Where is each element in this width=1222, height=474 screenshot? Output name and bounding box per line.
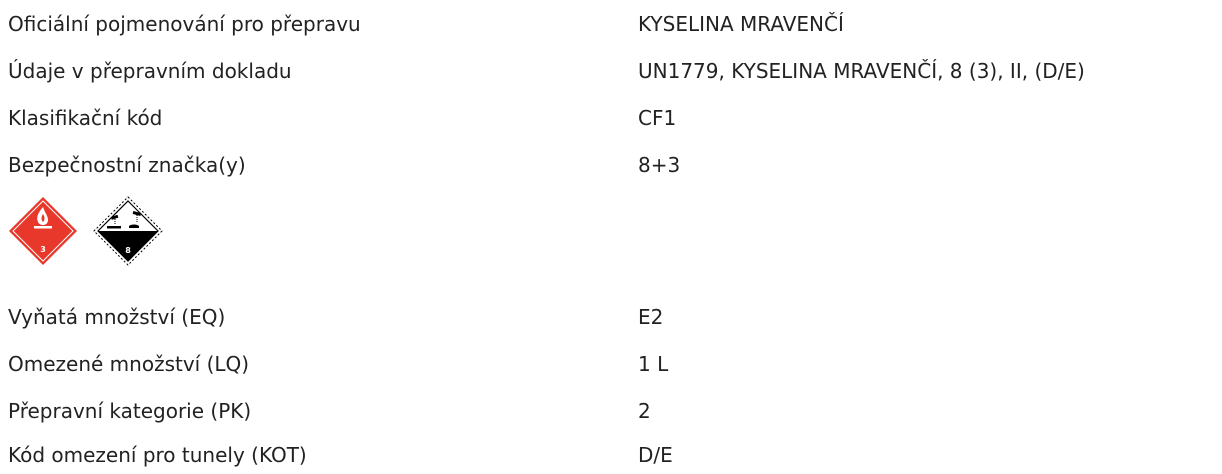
value-tunnel-code: D/E (638, 443, 673, 467)
value-transport-document: UN1779, KYSELINA MRAVENČÍ, 8 (3), II, (D/E) (638, 59, 1085, 83)
class-3-number: 3 (40, 245, 46, 254)
row-transport-category (8, 392, 1222, 430)
row-official-name (8, 5, 1222, 43)
label-classification-code: Klasifikační kód (8, 106, 163, 130)
value-limited-quantity: 1 L (638, 352, 669, 376)
label-transport-document: Údaje v přepravním dokladu (8, 59, 292, 83)
row-limited-quantity (8, 345, 1222, 383)
row-tunnel-code (8, 436, 1222, 474)
row-excepted-quantities (8, 298, 1222, 336)
value-hazard-labels: 8+3 (638, 153, 681, 177)
value-classification-code: CF1 (638, 106, 677, 130)
row-classification-code (8, 99, 1222, 137)
class-8-number: 8 (125, 246, 131, 255)
row-hazard-labels (8, 146, 1222, 184)
label-official-name: Oficiální pojmenování pro přepravu (8, 12, 361, 36)
label-hazard-labels: Bezpečnostní značka(y) (8, 153, 246, 177)
corrosive-class-8-icon (93, 196, 163, 266)
label-transport-category: Přepravní kategorie (PK) (8, 399, 252, 423)
label-limited-quantity: Omezené množství (LQ) (8, 352, 250, 376)
flammable-liquid-class-3-icon (8, 196, 78, 266)
value-transport-category: 2 (638, 399, 651, 423)
value-official-name: KYSELINA MRAVENČÍ (638, 12, 844, 36)
label-excepted-quantities: Vyňatá množství (EQ) (8, 305, 226, 329)
label-tunnel-code: Kód omezení pro tunely (KOT) (8, 443, 307, 467)
value-excepted-quantities: E2 (638, 305, 664, 329)
row-transport-document (8, 52, 1222, 90)
